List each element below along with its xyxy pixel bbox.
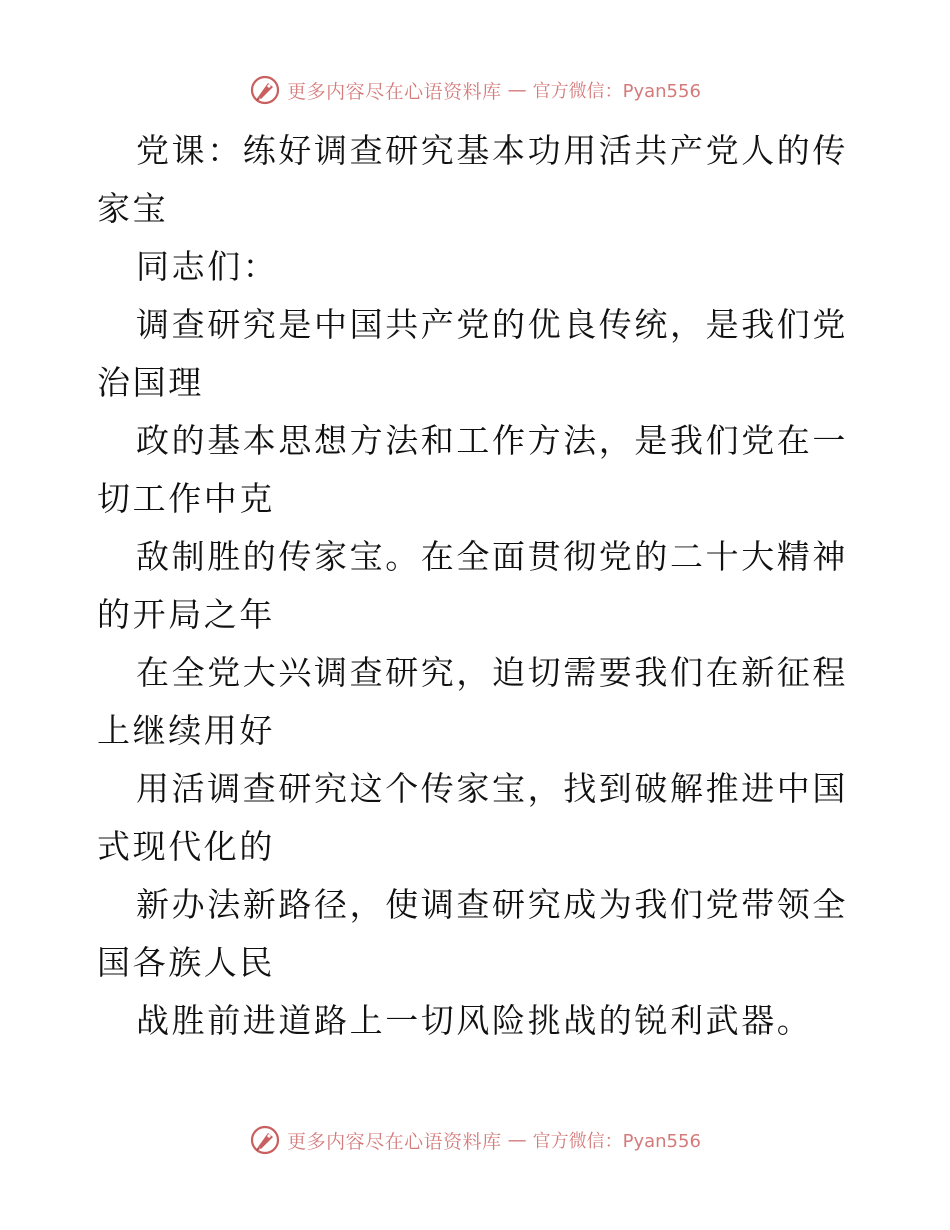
pen-nib-logo-icon	[249, 1124, 281, 1156]
watermark-contact: 官方微信：Pyan556	[532, 1131, 701, 1152]
watermark-text: 更多内容尽在心语资料库	[287, 1130, 502, 1153]
paragraph-6: 新办法新路径，使调查研究成为我们党带领全国各族人民	[97, 885, 848, 982]
watermark-contact: 官方微信：Pyan556	[532, 81, 701, 102]
salutation: 同志们：	[136, 247, 279, 286]
document-title: 党课：练好调查研究基本功用活共产党人的传家宝	[97, 131, 848, 228]
paragraph-1: 调查研究是中国共产党的优良传统，是我们党治国理	[97, 305, 848, 402]
watermark-separator: —	[507, 1129, 527, 1151]
header-watermark	[0, 70, 950, 110]
document-body	[97, 122, 857, 1050]
pen-nib-logo-icon	[249, 74, 281, 106]
paragraph-2: 政的基本思想方法和工作方法，是我们党在一切工作中克	[97, 421, 848, 518]
footer-watermark	[0, 1120, 950, 1160]
paragraph-4: 在全党大兴调查研究，迫切需要我们在新征程上继续用好	[97, 653, 848, 750]
paragraph-7: 战胜前进道路上一切风险挑战的锐利武器。	[136, 1001, 813, 1040]
watermark-text: 更多内容尽在心语资料库	[287, 80, 502, 103]
paragraph-3: 敌制胜的传家宝。在全面贯彻党的二十大精神的开局之年	[97, 537, 848, 634]
watermark-separator: —	[507, 79, 527, 101]
paragraph-5: 用活调查研究这个传家宝，找到破解推进中国式现代化的	[97, 769, 848, 866]
